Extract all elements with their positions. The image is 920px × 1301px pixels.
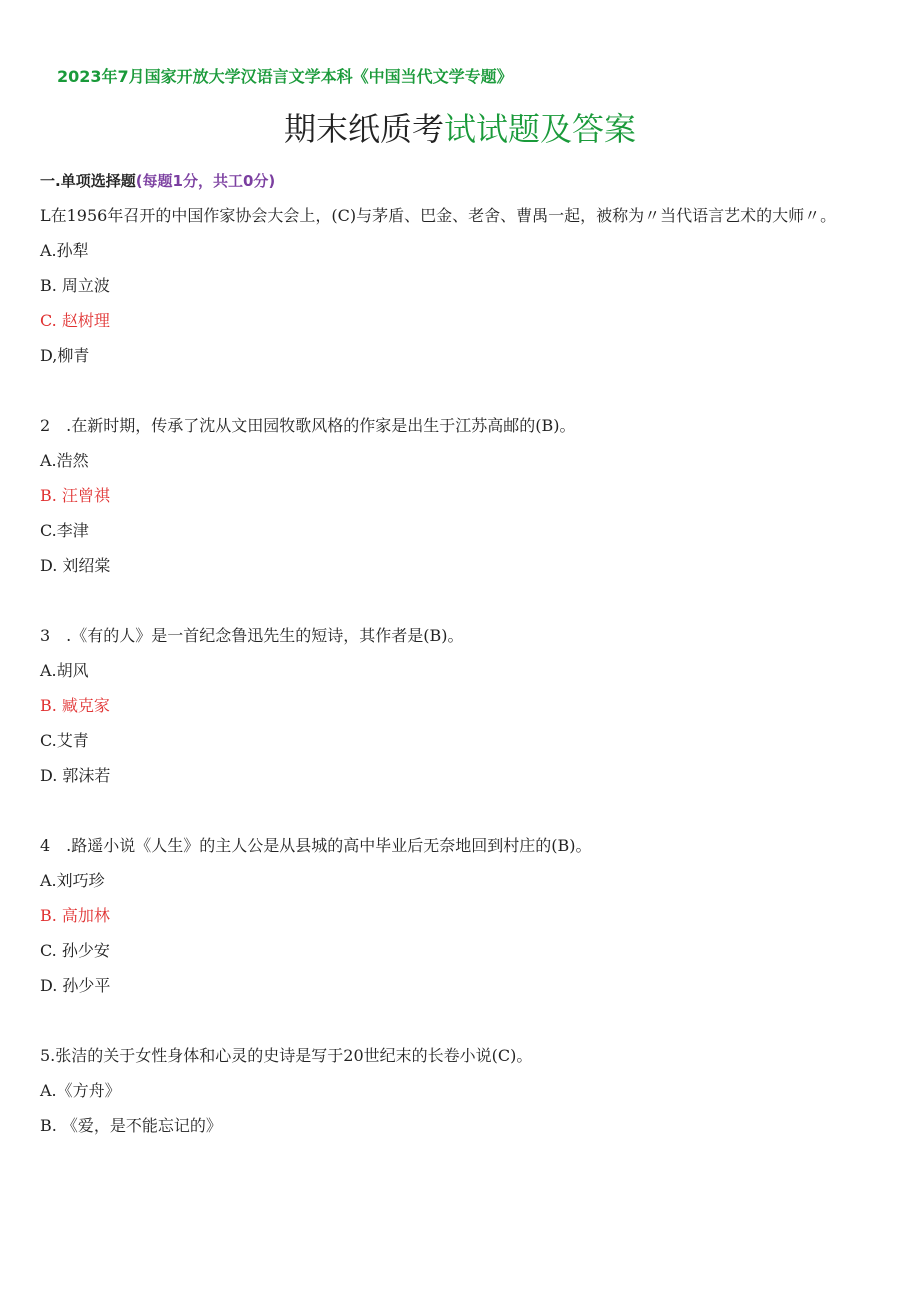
option-a: A.浩然 <box>40 451 89 470</box>
option-c: C. 孙少安 <box>40 941 110 960</box>
option-b: B. 《爱，是不能忘记的》 <box>40 1116 222 1135</box>
option-a: A.胡风 <box>40 661 89 680</box>
option-b: B. 高加林 <box>40 906 110 925</box>
question-stem: 2 .在新时期，传承了沈从文田园牧歌风格的作家是出生于江苏高邮的(B)。 <box>40 416 576 435</box>
page-title <box>0 104 920 150</box>
option-d: D. 刘绍棠 <box>40 556 111 575</box>
option-d: D. 郭沫若 <box>40 766 111 785</box>
question-list <box>40 198 860 1178</box>
option-a: A.《方舟》 <box>40 1081 121 1100</box>
section-note: (每题1分，共工0分) <box>135 172 276 190</box>
title-part-1: 期末纸质考 <box>283 110 444 148</box>
option-c: C.艾青 <box>40 731 89 750</box>
question-stem: 4 .路遥小说《人生》的主人公是从县城的高中毕业后无奈地回到村庄的(B)。 <box>40 836 592 855</box>
question-stem: 3 .《有的人》是一首纪念鲁迅先生的短诗，其作者是(B)。 <box>40 626 464 645</box>
question-1 <box>40 198 860 373</box>
title-part-2: 试试题及答案 <box>444 110 637 148</box>
question-stem: 5.张洁的关于女性身体和心灵的史诗是写于20世纪末的长卷小说(C)。 <box>40 1046 533 1065</box>
question-2 <box>40 408 860 583</box>
option-a: A.刘巧珍 <box>40 871 105 890</box>
option-b: B. 周立波 <box>40 276 110 295</box>
question-5 <box>40 1038 860 1143</box>
option-b: B. 汪曾祺 <box>40 486 110 505</box>
document-header: 2023年7月国家开放大学汉语言文学本科《中国当代文学专题》 <box>57 67 513 86</box>
question-4 <box>40 828 860 1003</box>
option-c: C.李津 <box>40 521 89 540</box>
question-stem: L在1956年召开的中国作家协会大会上，(C)与茅盾、巴金、老舍、曹禺一起，被称为〃当代语言艺术的大师〃。 <box>40 206 837 225</box>
section-heading <box>40 170 275 191</box>
option-a: A.孙犁 <box>40 241 89 260</box>
option-d: D. 孙少平 <box>40 976 111 995</box>
section-label: 一.单项选择题 <box>40 172 136 190</box>
option-d: D,柳青 <box>40 346 90 365</box>
option-c: C. 赵树理 <box>40 311 110 330</box>
question-3 <box>40 618 860 793</box>
option-b: B. 臧克家 <box>40 696 110 715</box>
